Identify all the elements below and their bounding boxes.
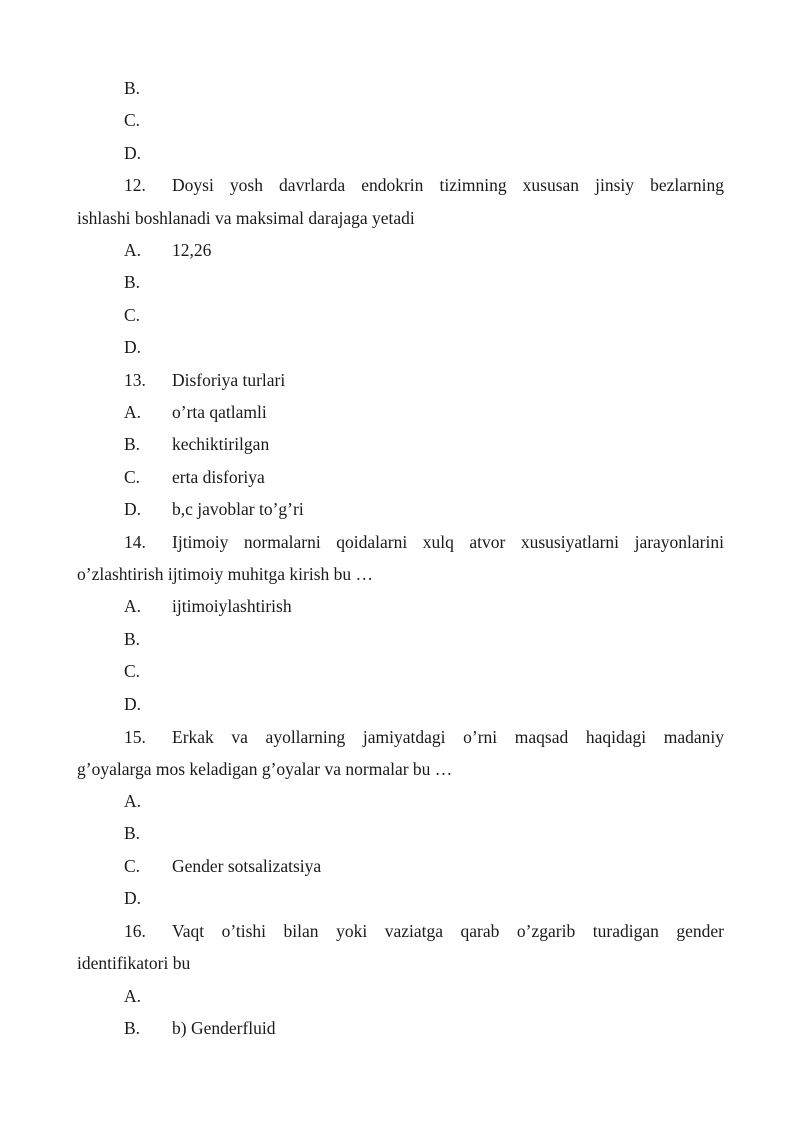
option-letter: B. [124,629,141,649]
option-row [124,401,267,423]
option-row [124,109,172,131]
option-letter: A. [124,240,142,260]
option-row [124,595,292,617]
option-row [124,239,211,261]
option-letter: D. [124,143,142,163]
question-text: Disforiya turlari [172,370,286,390]
question-text: Erkak va ayollarning jamiyatdagi o’rni maqsad haqidagi madaniy [172,727,724,747]
option-row [124,466,265,488]
option-letter: C. [124,661,141,681]
question-text: Vaqt o’tishi bilan yoki vaziatga qarab o’zgarib turadigan gender [172,921,724,941]
question-text: Ijtimoiy normalarni qoidalarni xulq atvor xususiyatlarni jarayonlarini [172,532,724,552]
option-row [124,887,172,909]
question-14-line2: o’zlashtirish ijtimoiy muhitga kirish bu … [77,564,374,584]
option-letter: C. [124,110,141,130]
option-letter: D. [124,499,142,519]
option-letter: B. [124,78,141,98]
option-text: b) Genderfluid [172,1018,276,1038]
option-row [124,142,172,164]
option-text: Gender sotsalizatsiya [172,856,322,876]
question-16-line1 [124,920,724,942]
option-row [124,693,172,715]
option-letter: A. [124,986,142,1006]
option-letter: C. [124,305,141,325]
option-letter: D. [124,337,142,357]
option-letter: B. [124,434,141,454]
question-number: 15. [124,727,146,747]
question-number: 12. [124,175,146,195]
option-row [124,77,172,99]
question-15-line1 [124,726,724,748]
option-letter: D. [124,888,142,908]
option-letter: B. [124,272,141,292]
question-12-line2: ishlashi boshlanadi va maksimal darajaga yetadi [77,208,415,228]
option-row [124,1017,276,1039]
option-row [124,985,172,1007]
option-row [124,304,172,326]
option-text: o’rta qatlamli [172,402,267,422]
option-letter: C. [124,467,141,487]
question-16-line2: identifikatori bu [77,953,191,973]
question-number: 13. [124,370,146,390]
option-letter: B. [124,823,141,843]
option-row [124,660,172,682]
question-number: 14. [124,532,146,552]
option-text: ijtimoiylashtirish [172,596,292,616]
option-letter: D. [124,694,142,714]
option-row [124,498,304,520]
option-row [124,855,321,877]
option-row [124,822,172,844]
option-letter: A. [124,596,142,616]
question-12-line1 [124,174,724,196]
option-text: 12,26 [172,240,212,260]
option-text: kechiktirilgan [172,434,270,454]
option-row [124,271,172,293]
question-number: 16. [124,921,146,941]
option-text: b,c javoblar to’g’ri [172,499,304,519]
question-15-line2: g’oyalarga mos keladigan g’oyalar va normalar bu … [77,759,453,779]
option-row [124,336,172,358]
option-letter: B. [124,1018,141,1038]
option-letter: A. [124,791,142,811]
question-text: Doysi yosh davrlarda endokrin tizimning xususan jinsiy bezlarning [172,175,724,195]
option-letter: C. [124,856,141,876]
option-row [124,628,172,650]
question-14-line1 [124,531,724,553]
option-letter: A. [124,402,142,422]
question-13-line1 [124,369,285,391]
option-text: erta disforiya [172,467,265,487]
option-row [124,433,269,455]
option-row [124,790,172,812]
